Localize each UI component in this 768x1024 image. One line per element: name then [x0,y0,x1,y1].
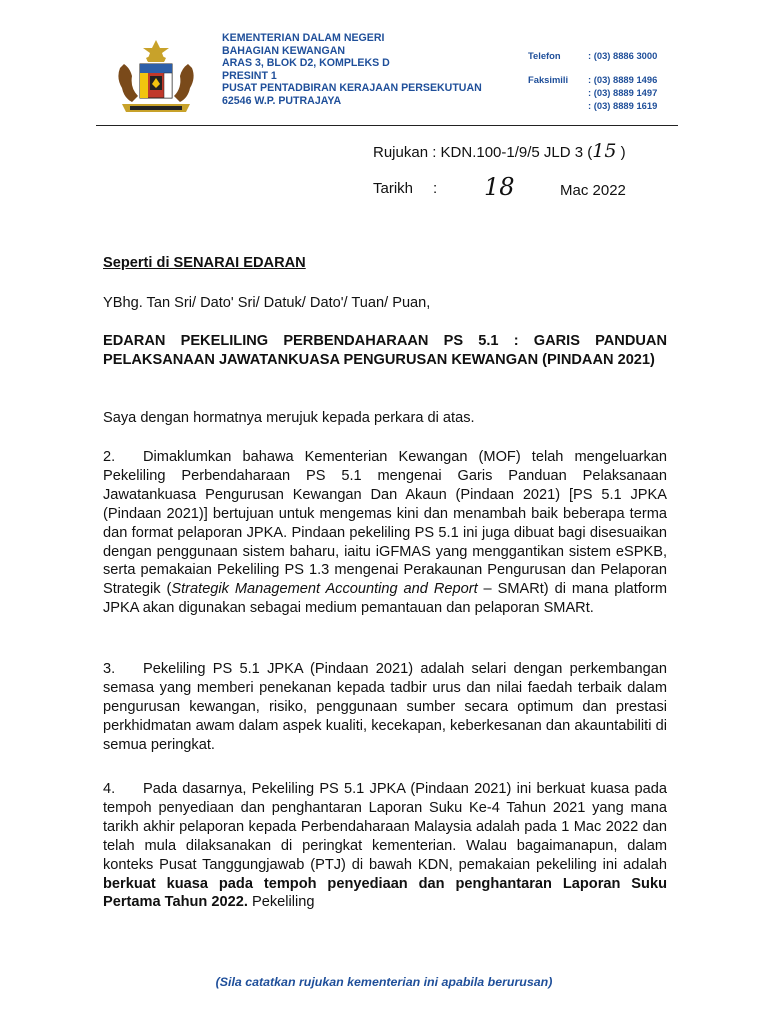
faksimili-value: : (03) 8889 1496 [588,74,658,85]
paragraph-number: 4. [103,781,116,797]
faksimili-label: Faksimili [528,74,569,85]
faksimili-value: : (03) 8889 1619 [588,100,658,111]
ministry-address [222,32,482,108]
paragraph-number: 3. [103,661,116,677]
date-month-year: Mac 2022 [560,182,626,199]
subject-heading: EDARAN PEKELILING PERBENDAHARAAN PS 5.1 : GARIS PANDUAN PELAKSANAAN JAWATANKUASA PENGURUSAN KEWANGAN (PINDAAN 2021) [103,333,667,368]
paragraph-text: Pekeliling PS 5.1 JPKA (Pindaan 2021) adalah selari dengan perkembangan semasa yang memberi penekanan kepada tadbir urus dan nilai faedah terbaik dalam pengurusan kewangan, risiko, penggunaan sumber secara optimum dan prestasi perkhidmatan awam dalam aspek kualiti, kecekapan, keberkesanan dan akauntabiliti di semua peringkat. [103,661,667,753]
footer-note: (Sila catatkan rujukan kementerian ini apabila berurusan) [215,975,553,989]
date-colon: : [433,180,438,197]
coat-of-arms-logo [112,38,200,118]
paragraph-number: 2. [103,449,116,465]
faksimili-value: : (03) 8889 1497 [588,87,658,98]
header-divider [96,125,678,126]
reference-line [373,140,626,162]
paragraph-4 [103,780,667,912]
reference-handwritten-number: 15 [592,140,617,162]
letterhead-line: BAHAGIAN KEWANGAN [222,44,346,57]
letterhead-line: ARAS 3, BLOK D2, KOMPLEKS D [222,57,390,70]
paragraph-2 [103,448,667,618]
paragraph-3 [103,660,667,755]
telefon-value: : (03) 8886 3000 [588,50,658,61]
paragraph-text: – SMARt) di mana platform JPKA akan digunakan sebagai medium pemantauan dan pelaporan SMARt. [103,581,667,617]
distribution-list-heading: Seperti di SENARAI EDARAN [103,255,306,271]
reference-prefix: Rujukan : KDN.100-1/9/5 JLD 3 ( [373,144,593,161]
greeting: YBhg. Tan Sri/ Dato' Sri/ Datuk/ Dato'/ Tuan/ Puan, [103,295,431,311]
paragraph-text: Dimaklumkan bahawa Kementerian Kewangan (MOF) telah mengeluarkan Pekeliling Perbendaharaan PS 5.1 mengenai Garis Panduan Pelaksanaan Jawatankuasa Pengurusan Kewangan Dan Akaun (Pindaan 2021) [PS 5.1 JPKA (Pindaan 2021)] bertujuan untuk mengemas kini dan menambah baik beberapa terma dan format pelaporan JPKA. Pindaan pekeliling PS 5.1 ini juga dibuat bagi disesuaikan dengan penggunaan sistem baharu, iaitu iGFMAS yang menggantikan sistem eSPKB, serta pemakaian Pekeliling PS 1.3 mengenai Perakaunan Pengurusan dan Pelaporan Strategik ( [103,449,667,598]
letterhead-line: KEMENTERIAN DALAM NEGERI [222,32,385,44]
letterhead-line: PRESINT 1 [222,69,277,82]
telefon-label: Telefon [528,50,561,61]
letterhead-line: PUSAT PENTADBIRAN KERAJAAN PERSEKUTUAN [222,82,482,95]
paragraph-bold-text: berkuat kuasa pada tempoh penyediaan dan penghantaran Laporan Suku Pertama Tahun 2022. [103,875,667,911]
intro-sentence: Saya dengan hormatnya merujuk kepada perkara di atas. [103,410,475,426]
paragraph-text: Pada dasarnya, Pekeliling PS 5.1 JPKA (Pindaan 2021) ini berkuat kuasa pada tempoh penyediaan dan penghantaran Laporan Suku Ke-4 Tahun 2021 yang mana tarikh akhir pelaporan kepada Perbendaharaan Malaysia adalah pada 1 Mac 2022 dan telah mula dilaksanakan di peringkat kementerian. Walau bagaimanapun, dalam konteks Pusat Tanggungjawab (PTJ) di bawah KDN, pemakaian pekeliling ini adalah [103,781,667,873]
paragraph-text: Pekeliling [247,894,315,911]
reference-suffix: ) [616,144,626,161]
paragraph-italic-text: Strategik Management Accounting and Report [171,581,478,598]
letterhead-line: 62546 W.P. PUTRAJAYA [222,94,342,107]
date-label: Tarikh [373,180,414,197]
date-handwritten-day: 18 [484,173,515,201]
